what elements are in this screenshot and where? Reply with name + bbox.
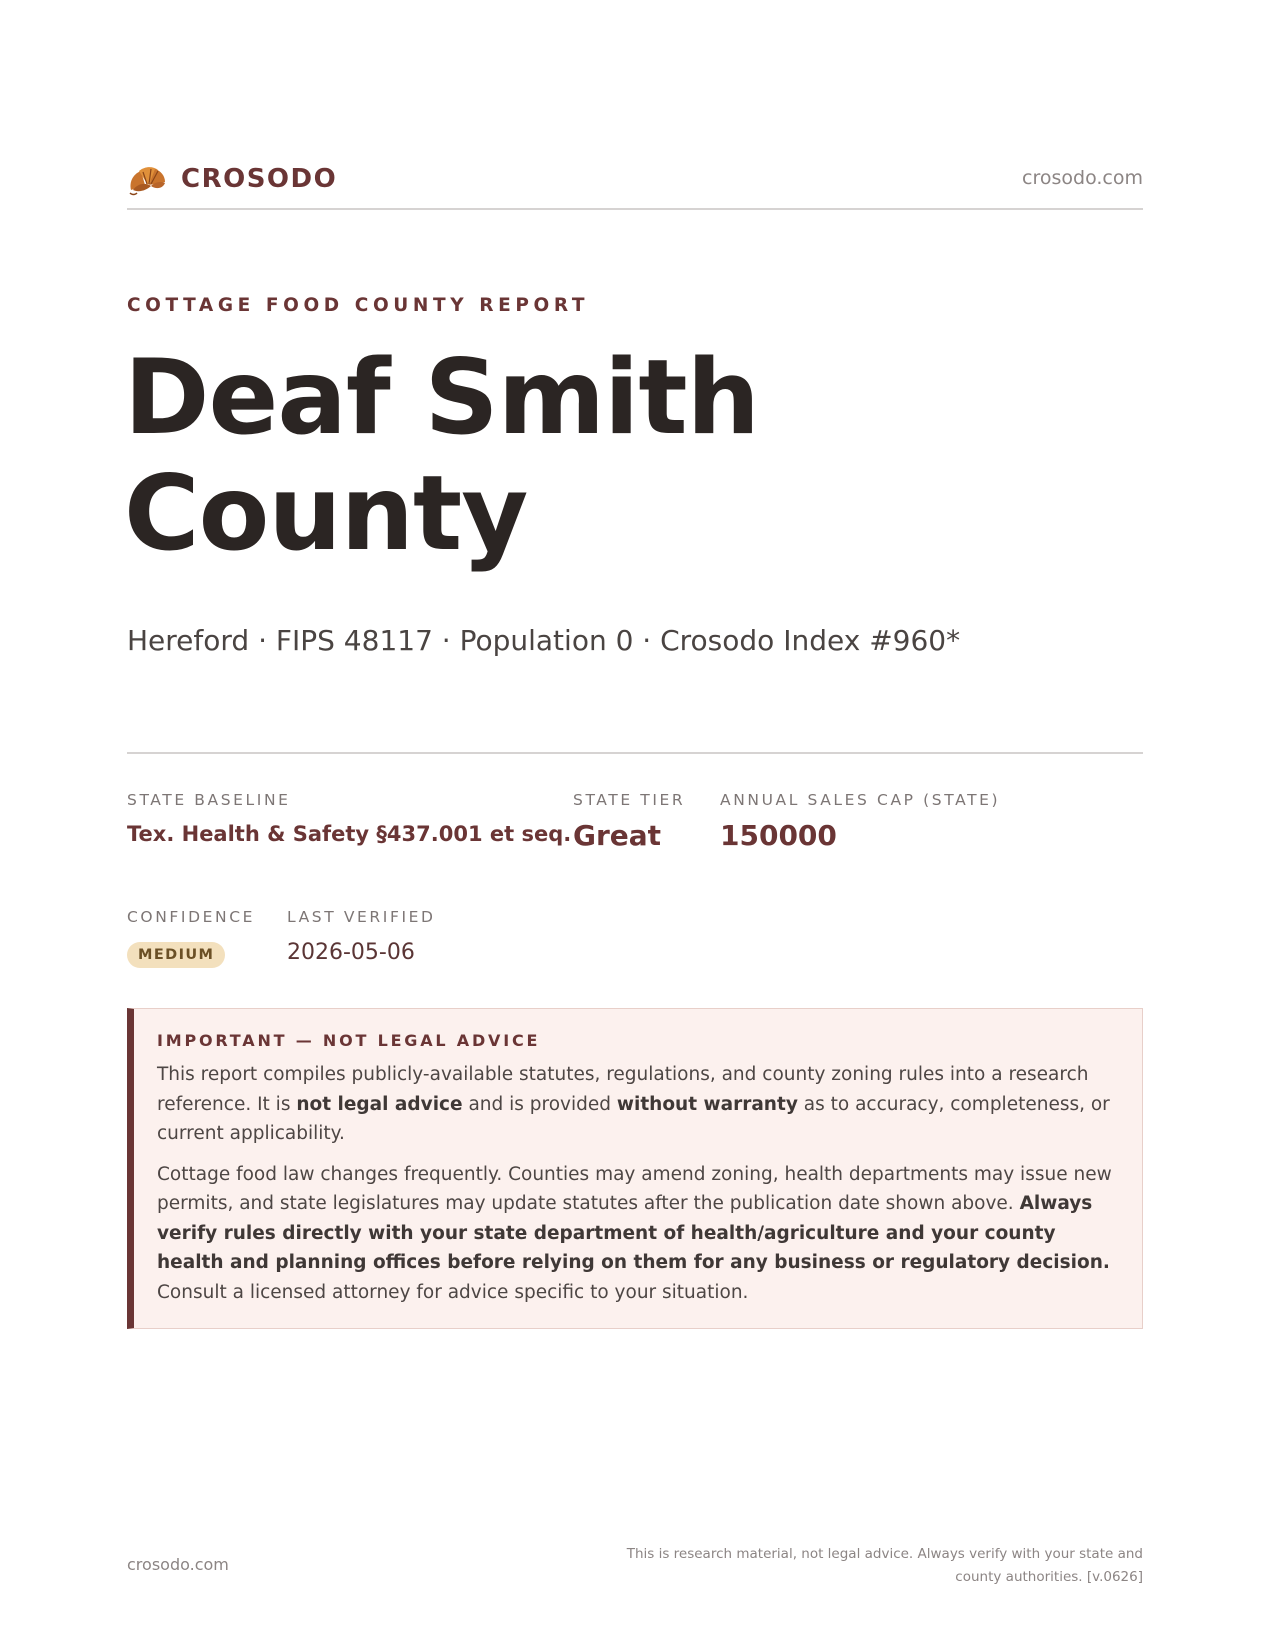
legal-notice <box>127 1008 1143 1329</box>
report-subtitle: Hereford · FIPS 48117 · Population 0 · Crosodo Index #960* <box>127 624 961 657</box>
sales-cap-value: 150000 <box>720 819 837 852</box>
page-header <box>127 158 1143 210</box>
notice-text: as to accuracy, completeness, or current applicability. <box>157 1093 1110 1144</box>
notice-emphasis: Always verify rules directly with your state department of health/agriculture and your county health and planning offices before relying on them for any business or regulatory decision. <box>157 1193 1110 1273</box>
footer-disclaimer: This is research material, not legal advice. Always verify with your state and county authorities. [v.0626] <box>626 1546 1143 1585</box>
site-link[interactable]: crosodo.com <box>1022 167 1143 189</box>
report-eyebrow: COTTAGE FOOD COUNTY REPORT <box>127 295 590 316</box>
notice-emphasis: not legal advice <box>296 1093 463 1115</box>
section-divider <box>127 752 1143 754</box>
footer-site-link[interactable]: crosodo.com <box>127 1555 229 1574</box>
notice-text: and is provided <box>462 1093 617 1115</box>
state-tier-value: Great <box>573 819 662 852</box>
notice-text: Consult a licensed attorney for advice specific to your situation. <box>157 1281 749 1303</box>
last-verified-label: LAST VERIFIED <box>287 908 436 926</box>
notice-text: This report compiles publicly-available statutes, regulations, and county zoning rules into a research reference. It is <box>157 1064 1089 1115</box>
notice-title: IMPORTANT — NOT LEGAL ADVICE <box>157 1031 541 1050</box>
last-verified-field <box>287 908 436 965</box>
confidence-field <box>127 908 255 968</box>
notice-text: Cottage food law changes frequently. Counties may amend zoning, health departments may issue new permits, and state legislatures may update statutes after the publication date shown above. <box>157 1163 1112 1214</box>
confidence-label: CONFIDENCE <box>127 908 256 926</box>
state-baseline-label: STATE BASELINE <box>127 791 291 809</box>
confidence-badge: MEDIUM <box>127 942 225 968</box>
page-title: Deaf Smith County <box>124 338 759 574</box>
state-baseline-field <box>127 791 571 846</box>
brand-name: CROSODO <box>181 164 338 194</box>
notice-emphasis: without warranty <box>616 1093 798 1115</box>
notice-paragraph-2 <box>157 1160 1118 1308</box>
state-baseline-value: Tex. Health & Safety §437.001 et seq. <box>127 822 572 846</box>
sales-cap-label: ANNUAL SALES CAP (STATE) <box>720 791 1001 809</box>
brand[interactable] <box>127 160 337 198</box>
last-verified-value: 2026-05-06 <box>287 940 415 965</box>
state-tier-field <box>573 791 685 852</box>
sales-cap-field <box>720 791 1000 852</box>
croissant-icon <box>127 160 167 198</box>
state-tier-label: STATE TIER <box>573 791 686 809</box>
notice-paragraph-1 <box>157 1060 1118 1149</box>
